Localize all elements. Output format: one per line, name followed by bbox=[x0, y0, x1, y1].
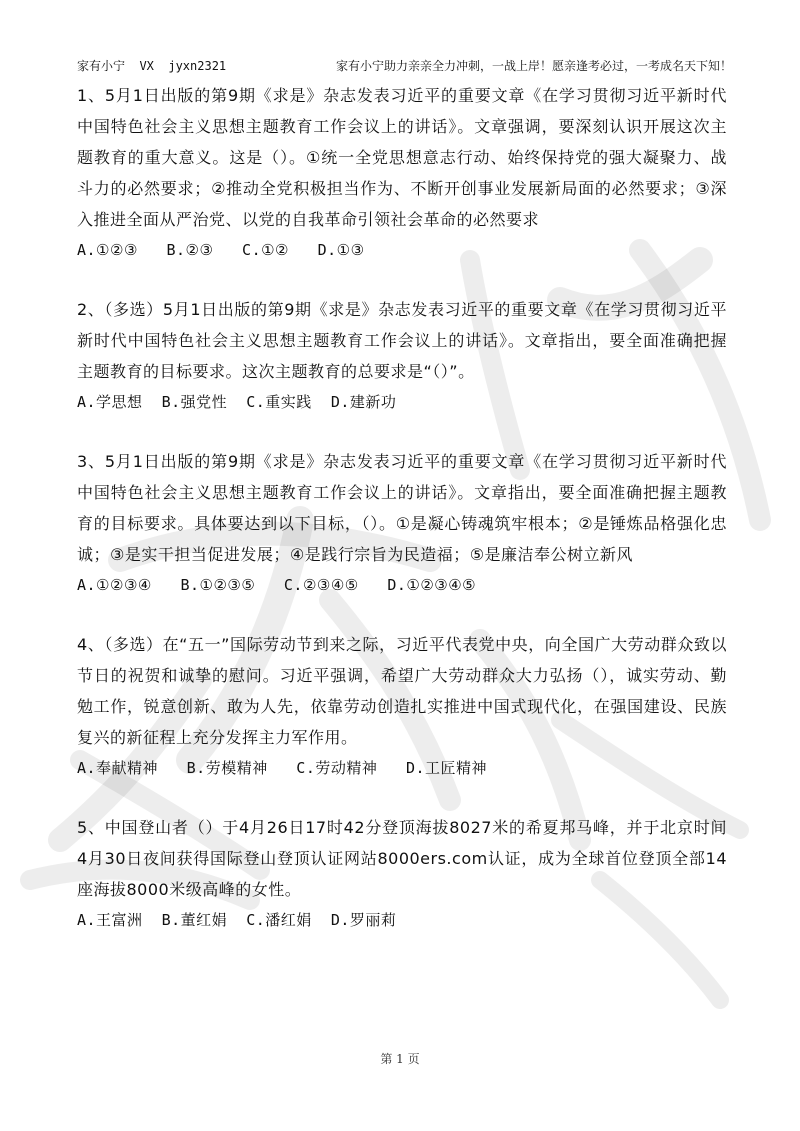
question-text: 4、（多选）在“五一”国际劳动节到来之际，习近平代表党中央，向全国广大劳动群众致以节日的祝贺和诚挚的慰问。习近平强调，希望广大劳动群众大力弘扬（），诚实劳动、勤勉工作，锐意创新、敢为人先，依靠劳动创造扎实推进中国式现代化，在强国建设、民族复兴的新征程上充分发挥主力军作用。 bbox=[77, 635, 727, 747]
question-options: A.①②③ B.②③ C.①② D.①③ bbox=[77, 241, 365, 259]
question-text: 3、5月1日出版的第9期《求是》杂志发表习近平的重要文章《在学习贯彻习近平新时代中国特色社会主义思想主题教育工作会议上的讲话》。文章指出，要全面准确把握主题教育的目标要求。具体要达到以下目标，（）。①是凝心铸魂筑牢根本；②是锤炼品格强化忠诚；③是实干担当促进发展；④是践行宗旨为民造福；⑤是廉洁奉公树立新风 bbox=[77, 452, 727, 564]
question-list bbox=[77, 80, 727, 964]
page-header bbox=[77, 57, 732, 75]
question-text: 1、5月1日出版的第9期《求是》杂志发表习近平的重要文章《在学习贯彻习近平新时代中国特色社会主义思想主题教育工作会议上的讲话》。文章强调，要深刻认识开展这次主题教育的重大意义。这是（）。①统一全党思想意志行动、始终保持党的强大凝聚力、战斗力的必然要求；②推动全党积极担当作为、不断开创事业发展新局面的必然要求；③深入推进全面从严治党、以党的自我革命引领社会革命的必然要求 bbox=[77, 86, 727, 229]
question-text: 5、中国登山者（）于4月26日17时42分登顶海拔8027米的希夏邦马峰，并于北京时间4月30日夜间获得国际登山登顶认证网站8000ers.com认证，成为全球首位登顶全部14座海拔8000米级高峰的女性。 bbox=[77, 818, 727, 899]
question-options: A.王富洲 B.董红娟 C.潘红娟 D.罗丽莉 bbox=[77, 911, 397, 929]
header-left-text: 家有小宁 VX jyxn2321 bbox=[77, 59, 227, 73]
question-text: 2、（多选）5月1日出版的第9期《求是》杂志发表习近平的重要文章《在学习贯彻习近平新时代中国特色社会主义思想主题教育工作会议上的讲话》。文章指出，要全面准确把握主题教育的目标要求。这次主题教育的总要求是“（）”。 bbox=[77, 300, 727, 381]
page-number: 第 1 页 bbox=[380, 1052, 420, 1066]
question-options: A.奉献精神 B.劳模精神 C.劳动精神 D.工匠精神 bbox=[77, 759, 488, 777]
question-2 bbox=[77, 294, 727, 418]
question-options: A.①②③④ B.①②③⑤ C.②③④⑤ D.①②③④⑤ bbox=[77, 576, 477, 594]
page-footer bbox=[0, 1050, 800, 1067]
question-5 bbox=[77, 812, 727, 936]
question-1 bbox=[77, 80, 727, 266]
question-options: A.学思想 B.强党性 C.重实践 D.建新功 bbox=[77, 393, 397, 411]
question-3 bbox=[77, 446, 727, 601]
question-4 bbox=[77, 629, 727, 784]
header-right-text: 家有小宁助力亲亲全力冲刺，一战上岸！愿亲逢考必过，一考成名天下知！ bbox=[335, 59, 732, 73]
